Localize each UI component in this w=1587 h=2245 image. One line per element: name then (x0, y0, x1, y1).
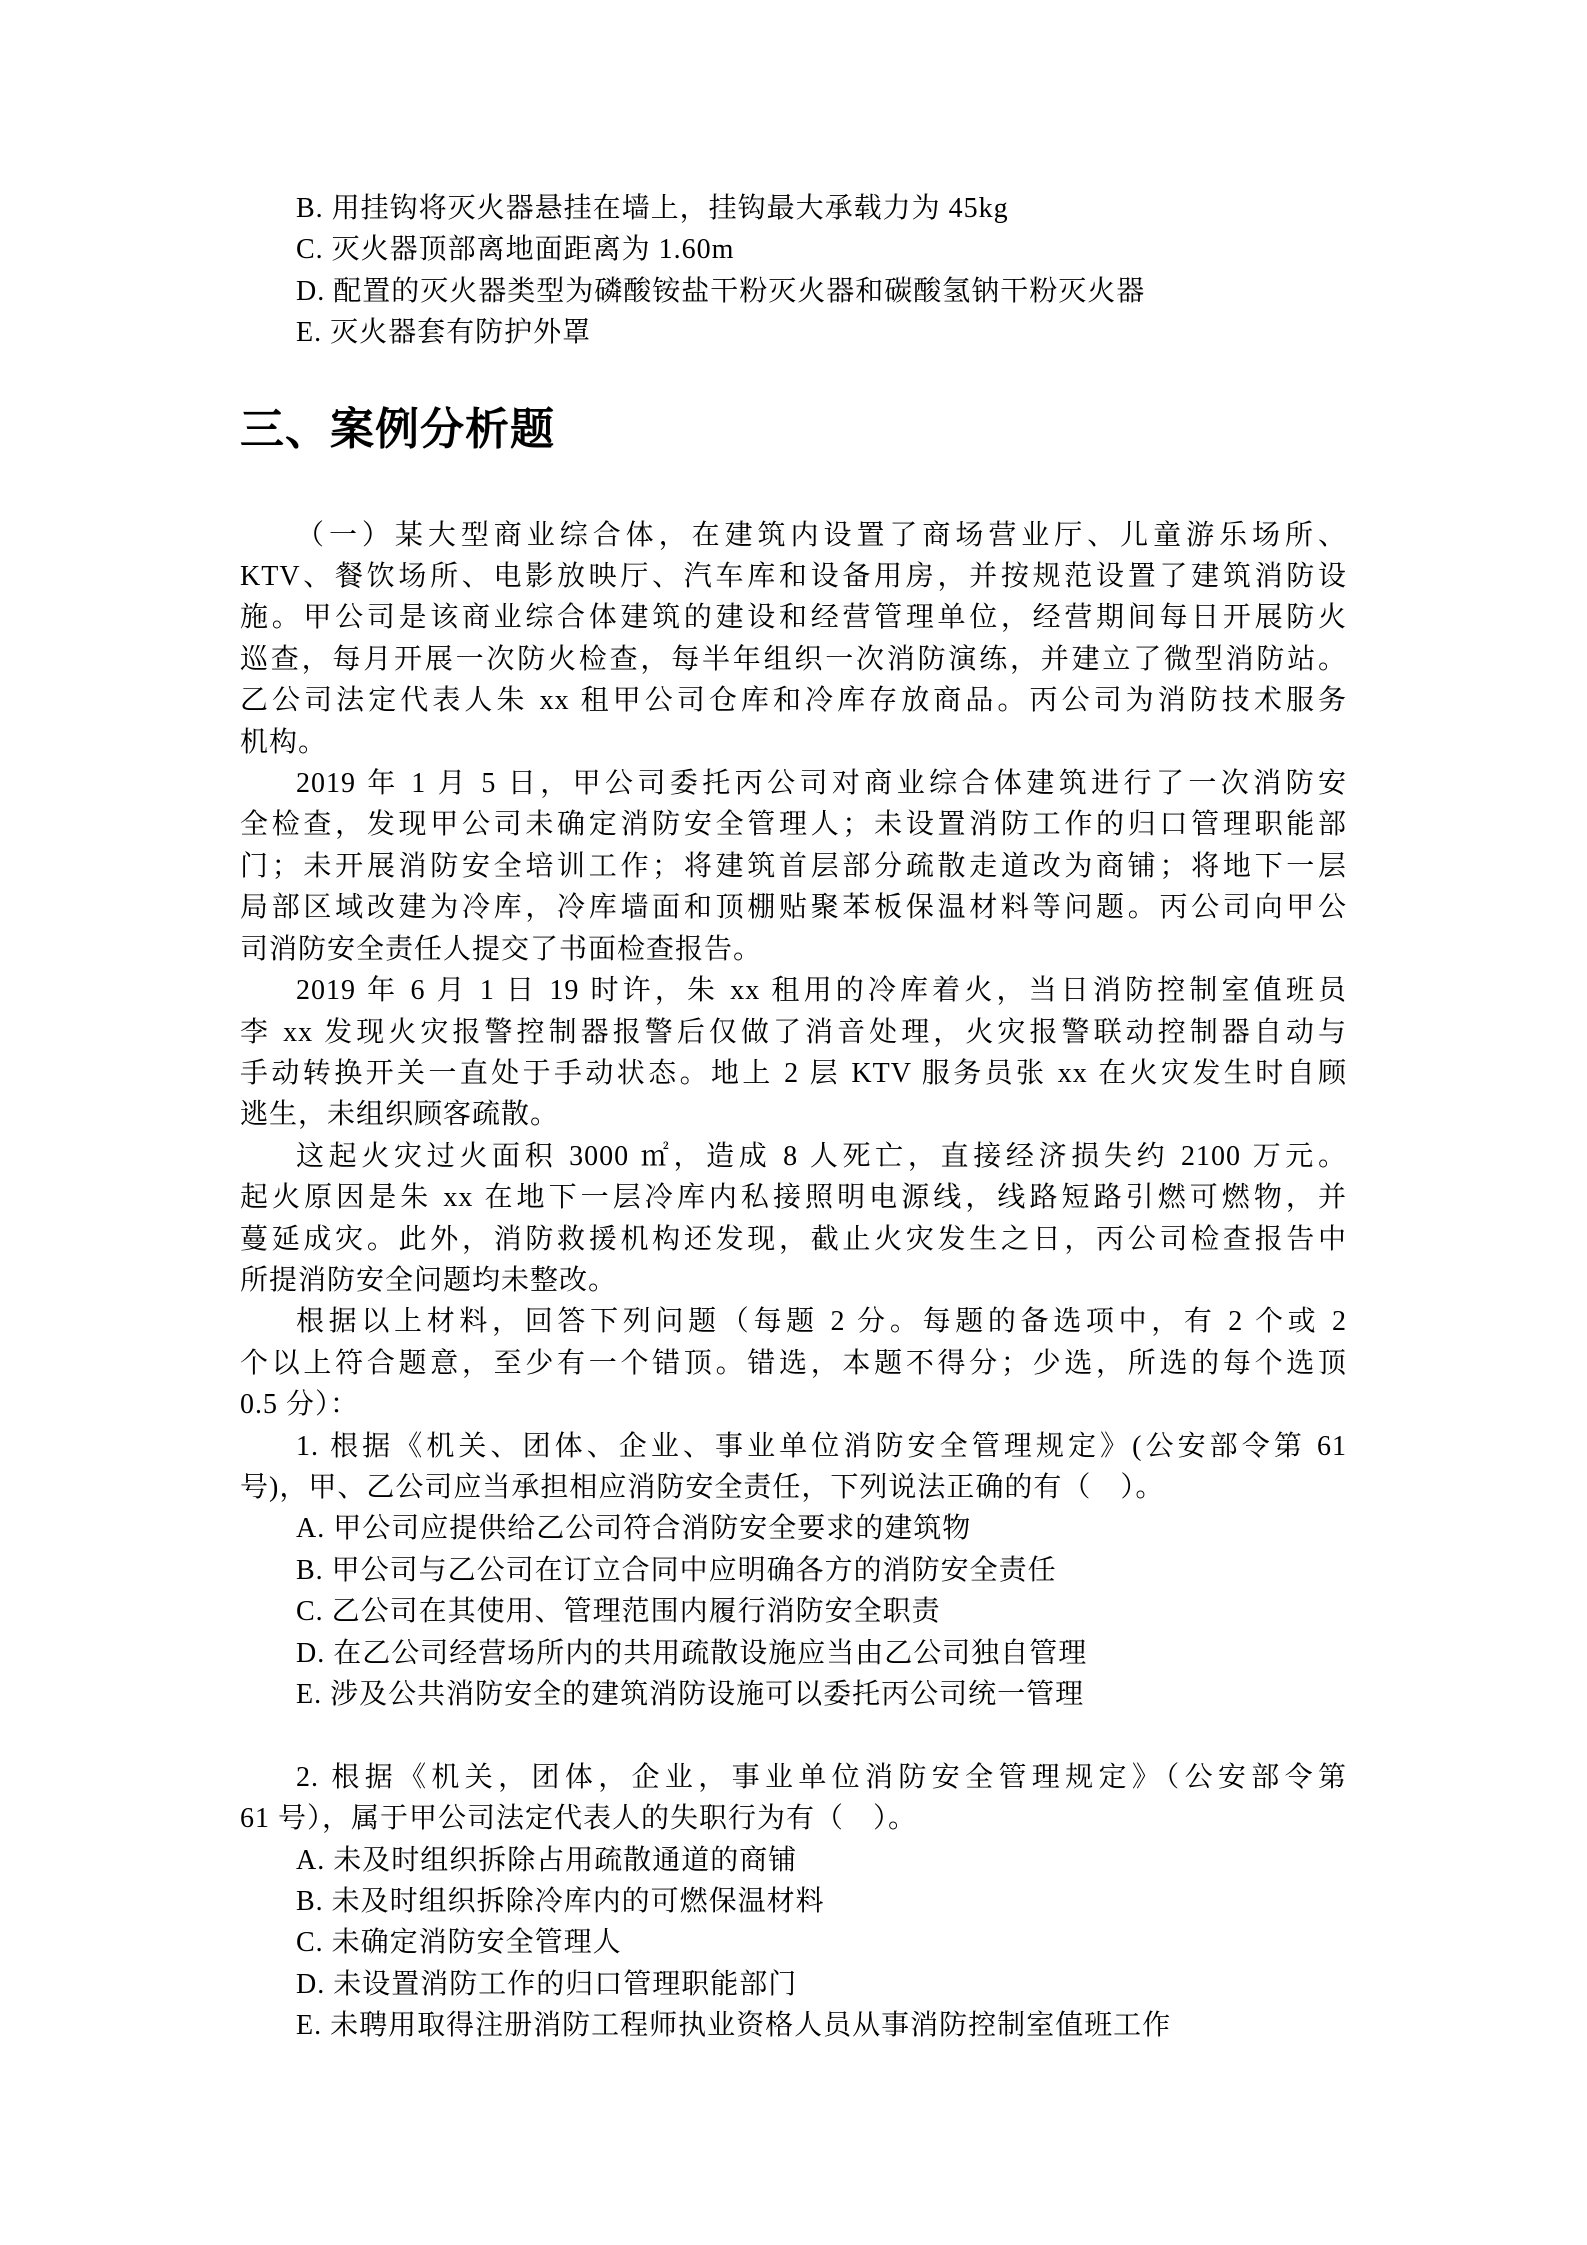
question2-stem-line: 61 号），属于甲公司法定代表人的失职行为有（ ）。 (240, 1803, 918, 1835)
paragraph-line: 施。甲公司是该商业综合体建筑的建设和经营管理单位，经营期间每日开展防火 (240, 602, 1347, 634)
paragraph-line: 局部区域改建为冷库，冷库墙面和顶棚贴聚苯板保温材料等问题。丙公司向甲公 (240, 892, 1347, 924)
option-line-d: D. 配置的灭火器类型为磷酸铵盐干粉灭火器和碳酸氢钠干粉灭火器 (296, 275, 1146, 307)
paragraph-line: 全检查，发现甲公司未确定消防安全管理人；未设置消防工作的归口管理职能部 (240, 809, 1347, 841)
question1-option-c: C. 乙公司在其使用、管理范围内履行消防安全职责 (296, 1596, 941, 1628)
paragraph-line: 乙公司法定代表人朱 xx 租甲公司仓库和冷库存放商品。丙公司为消防技术服务 (240, 685, 1347, 717)
paragraph-line: 机构。 (240, 726, 328, 758)
instructions-line: 根据以上材料，回答下列问题（每题 2 分。每题的备选项中，有 2 个或 2 (296, 1306, 1347, 1338)
section-heading: 三、案例分析题 (240, 404, 555, 454)
question1-option-e: E. 涉及公共消防安全的建筑消防设施可以委托丙公司统一管理 (296, 1679, 1085, 1710)
instructions-line: 0.5 分）： (240, 1389, 360, 1421)
question2-stem-line: 2. 根据《机关，团体，企业，事业单位消防安全管理规定》（公安部令第 (296, 1761, 1347, 1793)
question2-option-a: A. 未及时组织拆除占用疏散通道的商铺 (296, 1844, 798, 1876)
paragraph-line: （一）某大型商业综合体，在建筑内设置了商场营业厅、儿童游乐场所、 (296, 519, 1347, 551)
paragraph-line: 逃生，未组织顾客疏散。 (240, 1099, 560, 1131)
question1-option-a: A. 甲公司应提供给乙公司符合消防安全要求的建筑物 (296, 1513, 972, 1545)
paragraph-line: 这起火灾过火面积 3000 ㎡，造成 8 人死亡，直接经济损失约 2100 万元。 (296, 1140, 1347, 1172)
page-content (240, 188, 1347, 2047)
question2-option-b: B. 未及时组织拆除冷库内的可燃保温材料 (296, 1886, 825, 1918)
question1-option-d: D. 在乙公司经营场所内的共用疏散设施应当由乙公司独自管理 (296, 1637, 1088, 1669)
paragraph-line: 2019 年 6 月 1 日 19 时许，朱 xx 租用的冷库着火，当日消防控制室值班员 (296, 975, 1347, 1007)
paragraph-line: 门；未开展消防安全培训工作；将建筑首层部分疏散走道改为商铺；将地下一层 (240, 850, 1347, 882)
option-line-e: E. 灭火器套有防护外罩 (296, 317, 592, 349)
paragraph-line: 手动转换开关一直处于手动状态。地上 2 层 KTV 服务员张 xx 在火灾发生时自顾 (240, 1057, 1347, 1089)
paragraph-line: 所提消防安全问题均未整改。 (240, 1264, 618, 1296)
paragraph-line: 李 xx 发现火灾报警控制器报警后仅做了消音处理，火灾报警联动控制器自动与 (240, 1016, 1347, 1048)
paragraph-line: 起火原因是朱 xx 在地下一层冷库内私接照明电源线，线路短路引燃可燃物，并 (240, 1182, 1347, 1214)
question2-option-d: D. 未设置消防工作的归口管理职能部门 (296, 1968, 798, 2000)
question1-stem-line: 1. 根据《机关、团体、企业、事业单位消防安全管理规定》(公安部令第 61 (296, 1430, 1347, 1462)
question1-stem-line: 号)，甲、乙公司应当承担相应消防安全责任，下列说法正确的有（ ）。 (240, 1471, 1165, 1503)
option-line-c: C. 灭火器顶部离地面距离为 1.60m (296, 234, 735, 266)
paragraph-line: 巡查，每月开展一次防火检查，每半年组织一次消防演练，并建立了微型消防站。 (240, 643, 1347, 675)
paragraph-line: 司消防安全责任人提交了书面检查报告。 (240, 933, 763, 965)
paragraph-line: 蔓延成灾。此外，消防救援机构还发现，截止火灾发生之日，丙公司检查报告中 (240, 1223, 1347, 1255)
question2-option-e: E. 未聘用取得注册消防工程师执业资格人员从事消防控制室值班工作 (296, 2010, 1172, 2042)
instructions-line: 个以上符合题意，至少有一个错顶。错选，本题不得分；少选，所选的每个选顶 (240, 1347, 1347, 1379)
paragraph-line: KTV、餐饮场所、电影放映厅、汽车库和设备用房，并按规范设置了建筑消防设 (240, 561, 1347, 593)
question2-option-c: C. 未确定消防安全管理人 (296, 1927, 622, 1959)
option-line-b: B. 用挂钩将灭火器悬挂在墙上，挂钩最大承载力为 45kg (296, 193, 1009, 224)
paragraph-line: 2019 年 1 月 5 日，甲公司委托丙公司对商业综合体建筑进行了一次消防安 (296, 768, 1347, 800)
question1-option-b: B. 甲公司与乙公司在订立合同中应明确各方的消防安全责任 (296, 1554, 1057, 1586)
